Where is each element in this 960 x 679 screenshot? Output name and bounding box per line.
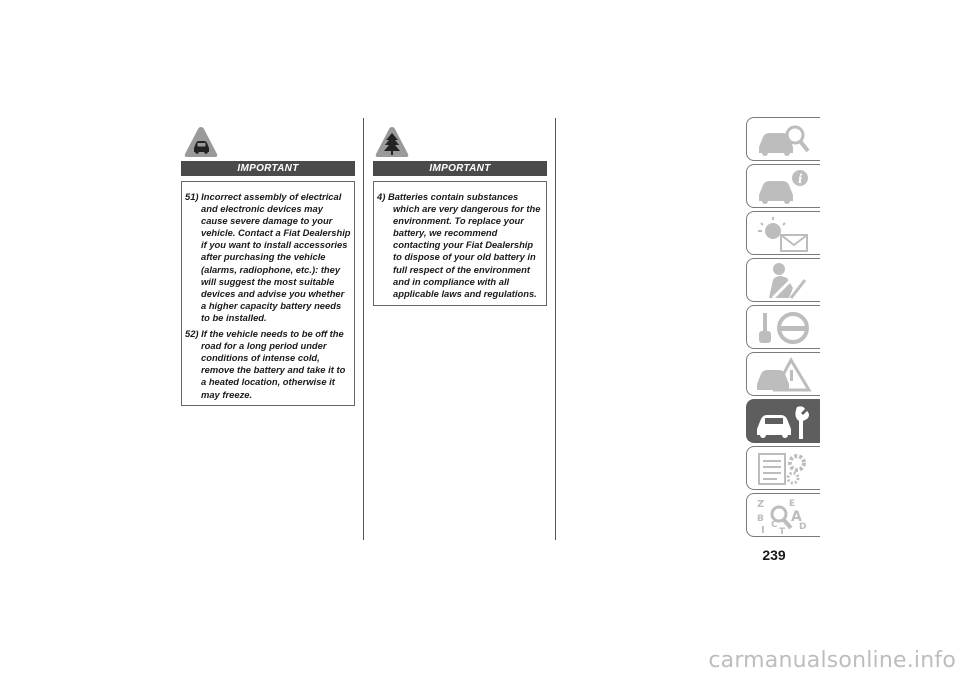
watermark: carmanualsonline.info	[708, 648, 956, 673]
passenger-seatbelt-icon	[753, 262, 813, 300]
important-box-right	[373, 181, 547, 306]
chapter-tab-information[interactable]	[746, 164, 820, 208]
important-header-right: IMPORTANT	[373, 161, 547, 176]
column-divider-right	[555, 118, 556, 540]
svg-text:B: B	[757, 514, 764, 524]
note-text: Incorrect assembly of electrical and electronic devices may cause severe damage to your vehicle. Contact a Fiat Dealership if you want to install accessories after purchasing the vehicle (alarms, radiophone, etc.): they will suggest the most suitable devices and advise you whether a higher capacity battery needs to be installed.	[201, 191, 351, 323]
chapter-tab-knowing-car[interactable]	[746, 117, 820, 161]
svg-text:T: T	[779, 527, 786, 535]
car-info-icon	[753, 168, 813, 206]
svg-text:Z: Z	[757, 499, 765, 510]
note-51	[185, 191, 351, 324]
note-number: 52)	[185, 328, 199, 340]
specs-gear-icon	[753, 450, 813, 488]
svg-text:D: D	[799, 522, 807, 532]
svg-text:I: I	[761, 525, 765, 535]
note-4	[377, 191, 543, 300]
key-steering-wheel-icon	[753, 309, 813, 347]
note-number: 4)	[377, 191, 386, 202]
car-magnifier-icon	[753, 121, 813, 159]
environment-tree-icon	[374, 125, 410, 159]
chapter-tab-technical-specs[interactable]	[746, 446, 820, 490]
chapter-tab-emergency[interactable]	[746, 352, 820, 396]
svg-text:E: E	[789, 499, 796, 509]
note-text: Batteries contain substances which are very dangerous for the environment. To replace your battery, we recommend contacting your Fiat Dealership to dispose of your old battery in full respect of the environment and in compliance with all applicable laws and regulations.	[387, 191, 541, 299]
svg-text:A: A	[791, 509, 802, 525]
note-number: 51)	[185, 191, 199, 202]
important-box-left	[181, 181, 355, 406]
svg-text:i: i	[798, 172, 803, 186]
car-warning-icon	[183, 125, 219, 159]
page-number: 239	[762, 547, 786, 563]
important-header-left: IMPORTANT	[181, 161, 355, 176]
note-52	[185, 328, 351, 401]
car-wrench-icon	[753, 403, 813, 441]
note-text: If the vehicle needs to be off the road for a long period under conditions of intense cold, remove the battery and take it to a heated location, otherwise it may freeze.	[201, 328, 346, 400]
chapter-tab-warning-lights[interactable]	[746, 211, 820, 255]
svg-text:C: C	[771, 520, 778, 530]
chapter-tab-starting-driving[interactable]	[746, 305, 820, 349]
car-breakdown-warning-icon	[753, 356, 813, 394]
lights-message-icon	[753, 215, 813, 253]
chapter-tab-index[interactable]	[746, 493, 820, 537]
chapter-tab-safety[interactable]	[746, 258, 820, 302]
chapter-tab-servicing-care[interactable]	[746, 399, 820, 443]
alphabetical-index-icon	[753, 497, 813, 535]
column-divider-left	[363, 118, 364, 540]
